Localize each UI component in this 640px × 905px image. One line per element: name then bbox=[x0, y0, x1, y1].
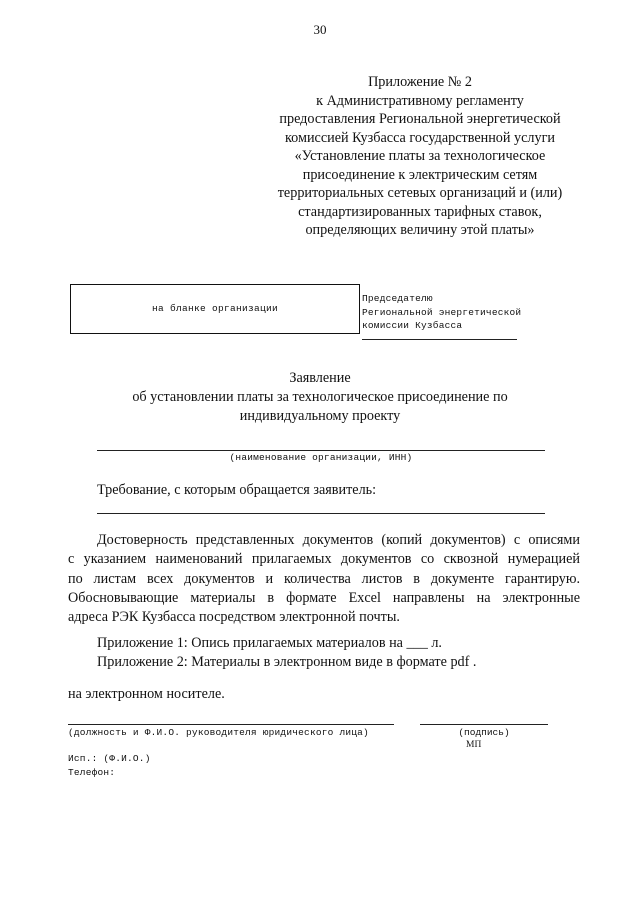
addressee-line: Региональной энергетической bbox=[362, 306, 522, 318]
appendix-line: определяющих величину этой платы» bbox=[305, 222, 535, 238]
requirement-label: Требование, с которым обращается заявитель: bbox=[97, 482, 377, 498]
organization-field-caption: (наименование организации, ИНН) bbox=[229, 452, 413, 463]
official-name-field[interactable] bbox=[68, 724, 394, 725]
executor-line: Телефон: bbox=[68, 766, 116, 778]
organization-name-field[interactable] bbox=[97, 450, 545, 451]
executor-block bbox=[68, 752, 151, 779]
appendix-line: предоставления Региональной энергетической bbox=[279, 111, 561, 127]
addressee-line: Председателю bbox=[362, 293, 433, 304]
paragraph-line: Обосновывающие материалы в формате Excel направлены на электронные bbox=[68, 589, 580, 606]
attachment-item: Приложение 2: Материалы в электронном виде в формате pdf . bbox=[97, 654, 477, 670]
media-note: на электронном носителе. bbox=[68, 686, 225, 702]
guarantee-paragraph bbox=[68, 531, 580, 627]
signature-caption: (подпись) bbox=[458, 727, 510, 738]
appendix-line: присоединение к электрическим сетям bbox=[302, 166, 538, 183]
addressee-block bbox=[362, 292, 521, 333]
official-caption: (должность и Ф.И.О. руководителя юридического лица) bbox=[68, 727, 369, 738]
title-line: Заявление bbox=[289, 370, 351, 386]
stamp-mark: МП bbox=[466, 740, 482, 750]
letterhead-box bbox=[70, 284, 360, 334]
appendix-header bbox=[270, 73, 570, 240]
appendix-line: комиссией Кузбасса государственной услуги bbox=[284, 129, 556, 146]
page-number: 30 bbox=[313, 22, 327, 37]
appendix-line: территориальных сетевых организаций и (или) bbox=[277, 185, 563, 201]
letterhead-label: на бланке организации bbox=[151, 303, 279, 314]
paragraph-line: с указанием наименований прилагаемых документов со сквозной нумерацией bbox=[68, 551, 580, 568]
signature-field[interactable] bbox=[420, 724, 548, 725]
appendix-line: «Установление платы за технологическое bbox=[294, 148, 546, 164]
title-line: индивидуальному проекту bbox=[239, 408, 401, 424]
requirement-field[interactable] bbox=[97, 513, 545, 514]
appendix-line: к Административному регламенту bbox=[316, 92, 524, 109]
document-title bbox=[60, 369, 580, 426]
appendix-line: стандартизированных тарифных ставок, bbox=[298, 203, 542, 220]
paragraph-line: по листам всех документов и количества листов в документе гарантирую. bbox=[68, 570, 580, 587]
addressee-line: комиссии Кузбасса bbox=[362, 320, 463, 331]
executor-line: Исп.: (Ф.И.О.) bbox=[68, 753, 151, 764]
appendix-line: Приложение № 2 bbox=[368, 74, 472, 90]
title-line: об установлении платы за технологическое присоединение по bbox=[132, 389, 508, 405]
paragraph-line: Достоверность представленных документов (копий документов) с описями bbox=[97, 532, 580, 548]
attachments-list bbox=[97, 634, 476, 672]
addressee-name-line bbox=[362, 339, 517, 340]
paragraph-line: адреса РЭК Кузбасса посредством электронной почты. bbox=[68, 609, 400, 626]
attachment-item: Приложение 1: Опись прилагаемых материалов на ___ л. bbox=[97, 635, 442, 651]
